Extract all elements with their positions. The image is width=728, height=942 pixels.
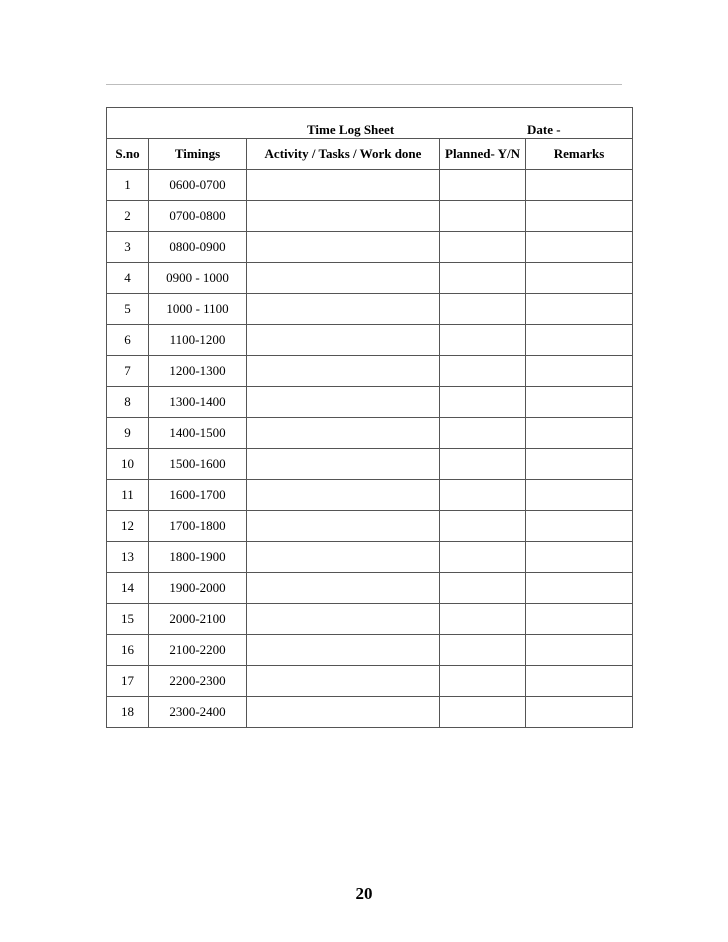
sno-cell: 17: [107, 666, 149, 697]
header-timings: Timings: [149, 139, 247, 170]
sno-cell: 4: [107, 263, 149, 294]
sno-cell: 13: [107, 542, 149, 573]
timing-cell: 1300-1400: [149, 387, 247, 418]
planned-cell[interactable]: [440, 635, 526, 666]
timing-cell: 1600-1700: [149, 480, 247, 511]
timing-cell: 1800-1900: [149, 542, 247, 573]
planned-cell[interactable]: [440, 356, 526, 387]
sno-cell: 3: [107, 232, 149, 263]
activity-cell[interactable]: [247, 232, 440, 263]
timing-cell: 2100-2200: [149, 635, 247, 666]
time-log-table: [106, 107, 633, 728]
timing-cell: 0900 - 1000: [149, 263, 247, 294]
remarks-cell[interactable]: [526, 294, 633, 325]
table-row: [107, 232, 633, 263]
activity-cell[interactable]: [247, 511, 440, 542]
page-number: 20: [355, 884, 373, 903]
planned-cell[interactable]: [440, 697, 526, 728]
activity-cell[interactable]: [247, 418, 440, 449]
planned-cell[interactable]: [440, 449, 526, 480]
planned-cell[interactable]: [440, 201, 526, 232]
sno-cell: 18: [107, 697, 149, 728]
sno-cell: 1: [107, 170, 149, 201]
activity-cell[interactable]: [247, 635, 440, 666]
table-row: [107, 666, 633, 697]
sno-cell: 11: [107, 480, 149, 511]
table-row: [107, 573, 633, 604]
title-cell: [107, 108, 633, 139]
timing-cell: 0600-0700: [149, 170, 247, 201]
table-row: [107, 387, 633, 418]
activity-cell[interactable]: [247, 480, 440, 511]
planned-cell[interactable]: [440, 387, 526, 418]
header-activity: Activity / Tasks / Work done: [247, 139, 440, 170]
planned-cell[interactable]: [440, 666, 526, 697]
table-row: [107, 170, 633, 201]
planned-cell[interactable]: [440, 511, 526, 542]
timing-cell: 0700-0800: [149, 201, 247, 232]
table-row: [107, 449, 633, 480]
remarks-cell[interactable]: [526, 356, 633, 387]
timing-cell: 1400-1500: [149, 418, 247, 449]
planned-cell[interactable]: [440, 542, 526, 573]
table-row: [107, 294, 633, 325]
planned-cell[interactable]: [440, 294, 526, 325]
activity-cell[interactable]: [247, 294, 440, 325]
sno-cell: 16: [107, 635, 149, 666]
activity-cell[interactable]: [247, 573, 440, 604]
sno-cell: 14: [107, 573, 149, 604]
remarks-cell[interactable]: [526, 387, 633, 418]
table-row: [107, 604, 633, 635]
table-row: [107, 356, 633, 387]
table-row: [107, 418, 633, 449]
planned-cell[interactable]: [440, 263, 526, 294]
remarks-cell[interactable]: [526, 263, 633, 294]
remarks-cell[interactable]: [526, 573, 633, 604]
sno-cell: 8: [107, 387, 149, 418]
planned-cell[interactable]: [440, 325, 526, 356]
planned-cell[interactable]: [440, 480, 526, 511]
activity-cell[interactable]: [247, 170, 440, 201]
remarks-cell[interactable]: [526, 201, 633, 232]
sno-cell: 7: [107, 356, 149, 387]
planned-cell[interactable]: [440, 573, 526, 604]
header-remarks: Remarks: [526, 139, 633, 170]
activity-cell[interactable]: [247, 666, 440, 697]
activity-cell[interactable]: [247, 697, 440, 728]
remarks-cell[interactable]: [526, 635, 633, 666]
remarks-cell[interactable]: [526, 232, 633, 263]
timing-cell: 1700-1800: [149, 511, 247, 542]
remarks-cell[interactable]: [526, 170, 633, 201]
timing-cell: 0800-0900: [149, 232, 247, 263]
remarks-cell[interactable]: [526, 542, 633, 573]
remarks-cell[interactable]: [526, 449, 633, 480]
table-row: [107, 325, 633, 356]
planned-cell[interactable]: [440, 604, 526, 635]
remarks-cell[interactable]: [526, 697, 633, 728]
table-row: [107, 635, 633, 666]
sno-cell: 15: [107, 604, 149, 635]
date-label: Date -: [527, 122, 561, 137]
activity-cell[interactable]: [247, 604, 440, 635]
title-row: [107, 108, 633, 139]
timing-cell: 2000-2100: [149, 604, 247, 635]
timing-cell: 1100-1200: [149, 325, 247, 356]
planned-cell[interactable]: [440, 232, 526, 263]
timing-cell: 1500-1600: [149, 449, 247, 480]
table-row: [107, 480, 633, 511]
sno-cell: 10: [107, 449, 149, 480]
table-row: [107, 542, 633, 573]
activity-cell[interactable]: [247, 542, 440, 573]
remarks-cell[interactable]: [526, 480, 633, 511]
activity-cell[interactable]: [247, 356, 440, 387]
table-row: [107, 201, 633, 232]
sno-cell: 2: [107, 201, 149, 232]
header-rule: [106, 84, 622, 85]
table-row: [107, 697, 633, 728]
timing-cell: 2300-2400: [149, 697, 247, 728]
sno-cell: 12: [107, 511, 149, 542]
table-row: [107, 511, 633, 542]
activity-cell[interactable]: [247, 201, 440, 232]
remarks-cell[interactable]: [526, 666, 633, 697]
remarks-cell[interactable]: [526, 325, 633, 356]
timing-cell: 1200-1300: [149, 356, 247, 387]
table-row: [107, 263, 633, 294]
remarks-cell[interactable]: [526, 418, 633, 449]
sno-cell: 6: [107, 325, 149, 356]
activity-cell[interactable]: [247, 325, 440, 356]
column-header-row: [107, 139, 633, 170]
sno-cell: 9: [107, 418, 149, 449]
timing-cell: 1900-2000: [149, 573, 247, 604]
remarks-cell[interactable]: [526, 604, 633, 635]
planned-cell[interactable]: [440, 170, 526, 201]
timing-cell: 1000 - 1100: [149, 294, 247, 325]
timing-cell: 2200-2300: [149, 666, 247, 697]
planned-cell[interactable]: [440, 418, 526, 449]
activity-cell[interactable]: [247, 263, 440, 294]
header-planned: Planned- Y/N: [440, 139, 526, 170]
header-sno: S.no: [107, 139, 149, 170]
sno-cell: 5: [107, 294, 149, 325]
activity-cell[interactable]: [247, 449, 440, 480]
activity-cell[interactable]: [247, 387, 440, 418]
remarks-cell[interactable]: [526, 511, 633, 542]
sheet-title: Time Log Sheet: [307, 122, 395, 137]
